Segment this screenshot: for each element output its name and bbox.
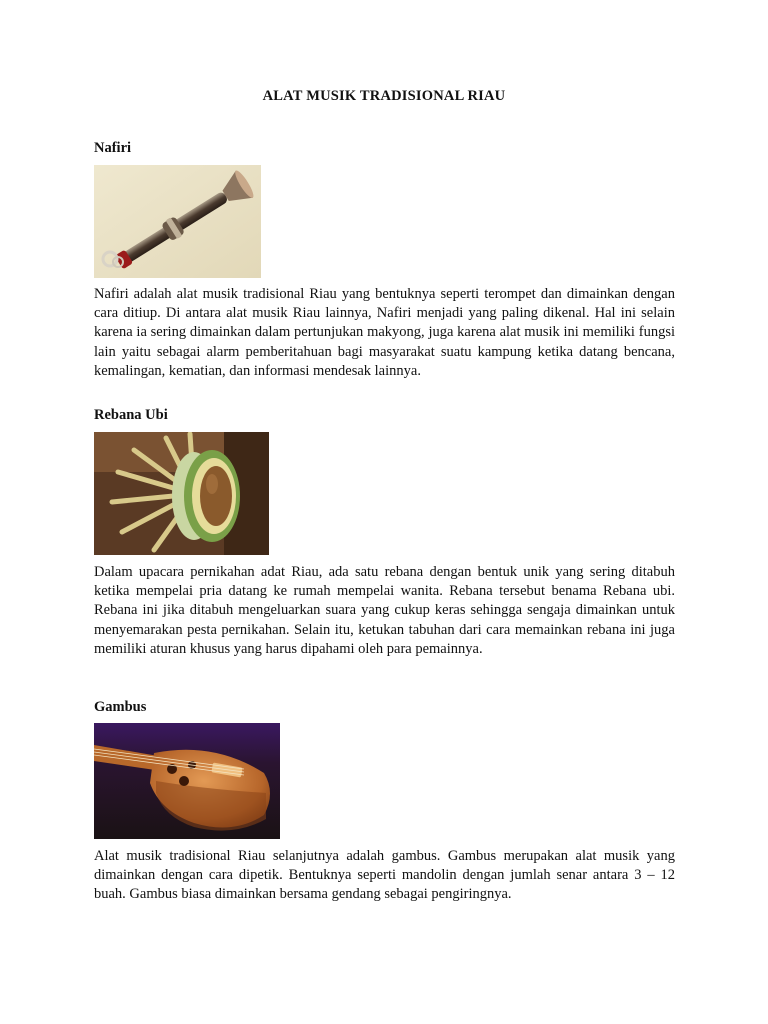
section-heading-rebana-ubi: Rebana Ubi [94,407,168,423]
gambus-photo [94,723,280,839]
rebana-ubi-photo [94,432,269,555]
nafiri-photo [94,165,261,278]
section-heading-nafiri: Nafiri [94,140,132,156]
section-body-nafiri: Nafiri adalah alat musik tradisional Riau yang bentuknya seperti terompet dan dimainkan dengan cara ditiup. Di antara alat musik Riau lainnya, Nafiri menjadi yang paling dikenal. Hal ini selain karena ia sering dimainkan dalam pertunjukan makyong, juga karena alat musik ini memiliki fungsi lain yaitu sebagai alarm pemberitahuan bagi masyarakat suatu kampung ketika datang bencana, kemalingan, kematian, dan informasi mendesak lainnya. [94,286,675,379]
section-body-rebana-ubi: Dalam upacara pernikahan adat Riau, ada satu rebana dengan bentuk unik yang sering ditabuh ketika mempelai pria datang ke rumah mempelai wanita. Rebana tersebut benama Rebana ubi. Rebana ini jika ditabuh mengeluarkan suara yang cukup keras sehingga sengaja dimainkan untuk menyemarakan pesta pernikahan. Selain itu, ketukan tabuhan dari cara memainkan rebana ini juga memiliki aturan khusus yang harus dipahami oleh para pemainnya. [94,564,675,657]
section-heading-gambus: Gambus [94,699,147,715]
document-title: ALAT MUSIK TRADISIONAL RIAU [262,88,506,104]
section-body-gambus: Alat musik tradisional Riau selanjutnya adalah gambus. Gambus merupakan alat musik yang dimainkan dengan cara dipetik. Bentuknya seperti mandolin dengan jumlah senar antara 3 – 12 buah. Gambus biasa dimainkan bersama gendang sebagai pengiringnya. [94,848,675,903]
